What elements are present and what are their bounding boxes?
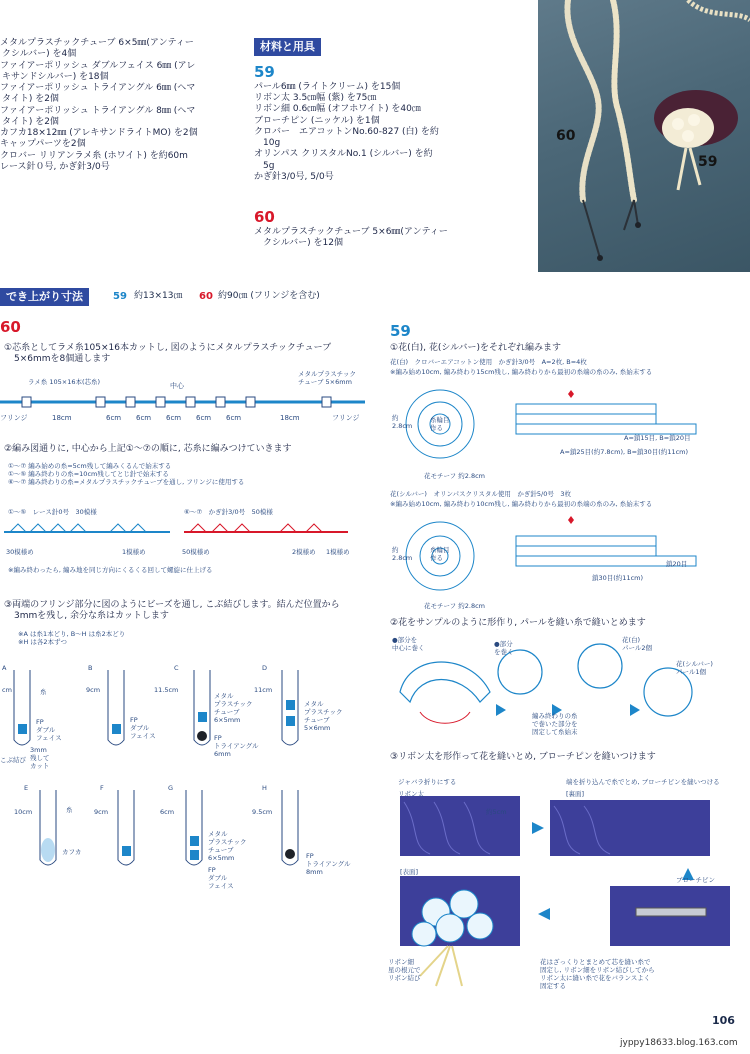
bead [18,724,27,734]
step1-text-b: 5×6mmを8個通します [14,354,111,365]
ribbon-label-f: ブローチピン [676,876,715,884]
list-line: ファイアーポリッシュ トライアングル 6㎜ (ヘマ [0,83,196,93]
list-line: クロバー エアコットンNo.60-827 (白) を約 [254,126,439,137]
fringe-letter-a: A [2,664,7,672]
fringe-label: 3mm 残して カット [30,746,50,771]
footer-url: jyppy18633.blog.163.com [620,1038,738,1048]
note-line: ⑥〜⑦ 編み終わりの糸=メタルプラスチックチューブを通し, フリンジに使用する [8,478,245,487]
fringe-letter-e: E [24,784,29,792]
segment-length: 6cm [196,414,212,422]
bead [190,836,199,846]
segment-length: 18cm [52,414,72,422]
list-line: レース針０号, かぎ針3/0号 [0,161,110,172]
step2-note2: ※編み終わったら, 編み地を同じ方向にくるくる回して螺旋に仕上げる [8,566,213,574]
tube-bead [96,397,105,407]
bead [41,838,55,862]
photo-label-60: 60 [556,128,576,144]
chart-b-foot-mid: 2模様め [292,548,316,556]
bead [112,724,121,734]
step1-text: ①芯糸としてラメ糸105×16本カットし, 図のようにメタルプラスチックチューブ [4,343,332,353]
shaping-label-c: 編み終わりの糸 で巻いた部分を 固定して糸始末 [532,712,578,737]
list-line: クシルバー) を12個 [254,238,343,248]
section-60-number: 60 [0,318,21,336]
list-line: ファイアーポリッシュ ダブルフェイス 6㎜ (アレ [0,60,196,71]
flower-b-center: 糸輪目 作る [430,546,450,563]
flower-a-legend: A=鎖15目, B=鎖20目 [624,434,691,442]
flower-a-note: ※編み始め10cm, 編み終わり15cm残し, 編み終わりから最初の糸端の糸のみ, 糸始末する [390,368,653,376]
right-step2: ②花をサンプルのように形作り, パールを縫い糸で縫いとめます [390,618,646,628]
bead [190,850,199,860]
chart-a-foot-right: 1模様め [122,548,146,556]
size-60-text: 約90㎝ (フリンジを含む) [218,291,320,301]
arrow-icon [538,908,550,920]
ribbon-label-c: 約5cm [486,808,507,816]
segment-length: 6cm [226,414,242,422]
tube-bead [246,397,255,407]
fringe-length: 9cm [86,686,101,694]
photo-label-59: 59 [698,154,718,170]
fringe-right-label: フリンジ [332,414,360,422]
ribbon-label-g: [表面] [400,868,419,876]
fringe-length: 9cm [94,808,109,816]
flower-a-motif: 花モチーフ 約2.8cm [424,472,485,480]
tube-label: メタルプラスチック チューブ 5×6mm [298,370,356,387]
bead [286,700,295,710]
segment-length: 6cm [106,414,122,422]
fringe-label: 糸 [40,688,47,696]
flower-a-center: 糸輪目 作る [430,416,450,433]
fringe-letter-c: C [174,664,179,672]
fringe-label: FP ダブル フェイス [36,718,62,743]
ribbon-label-b: リボン太 [398,790,424,798]
shaping-label-d: 花(白) パール2個 [622,636,653,653]
arrow-icon [496,704,506,716]
stitch-charts [0,518,370,548]
ribbon-label-h: リボン細 星の根元で リボン結び [388,958,421,983]
ribbon-label-i: 花はざっくりとまとめて芯を縫い糸で 固定し, リボン細をリボン結びしてから リボン太に縫い糸で花をバランスよく 固定する [540,958,655,991]
note-line: ※A は糸1本どり, B〜H は糸2本どり [18,630,126,638]
fringe-letter-g: G [168,784,174,792]
list-line: リボン細 0.6㎝幅 (オフホワイト) を40㎝ [254,104,421,115]
materials-header: 材料と用具 [254,38,321,56]
fringe-label: FP ダブル フェイス [208,866,234,891]
flower-b-foot: 鎖30目(約11cm) [592,574,644,582]
segment-length: 18cm [280,414,300,422]
flower-b-dim: 約 2.8cm [392,546,413,563]
right-step3: ③リボン太を形作って花を縫いとめ, ブローチピンを縫いつけます [390,752,656,762]
ribbon-shape [400,796,520,856]
chart-a-foot-left: 30模様め [6,548,34,556]
list-line: リボン太 3.5㎝幅 (紫) を75㎝ [254,93,377,103]
list-line: ファイアーポリッシュ トライアングル 8㎜ (ヘマ [0,105,196,116]
lame-thread-label: ラメ糸 105×16本(芯糸) [28,378,101,386]
materials-59 [254,63,529,183]
arrow-icon [532,822,544,834]
step3-text-b: 3mmを残し, 余分な糸はカットします [14,611,169,622]
bead [285,849,295,859]
product-photo [538,0,750,272]
arrow-icon [630,704,640,716]
tube-bead [126,397,135,407]
size-59-num: 59 [113,291,127,302]
shaping-label-b: ●部分 を巻く [494,640,514,657]
ribbon-shape [550,800,710,856]
tube-bead [156,397,165,407]
left-step3 [4,600,374,623]
page-number: 106 [712,1014,735,1027]
flower-a-text: 花(白) クロバーエアコットン使用 かぎ針3/0号 A=2枚, B=4枚 [390,358,587,366]
ribbon-label-d: 端を折り込んで糸でとめ, ブローチピンを縫いつける [566,778,720,786]
flower-b-motif: 花モチーフ 約2.8cm [424,602,485,610]
materials-60 [254,208,529,249]
list-line: クロバー リリアンラメ糸 (ホワイト) を約60m [0,150,188,161]
flower-a-foot: A=鎖25目(約7.8cm), B=鎖30目(約11cm) [560,448,689,456]
list-line: タイト) を2個 [2,94,59,105]
fringe-label: メタル プラスチック チューブ 5×6mm [304,700,343,733]
list-line: カフカ18×12㎜ (アレキサンドライトMO) を2個 [0,128,198,138]
fringe-label: FP トライアングル 6mm [214,734,259,759]
left-step1 [4,343,374,366]
fringe-label: こぶ結び [0,756,26,764]
size-59-text: 約13×13㎝ [134,291,183,301]
segment-length: 6cm [166,414,182,422]
fringe-letter-d: D [262,664,268,672]
list-line: タイト) を2個 [2,116,59,127]
flower-a-dim: 約 2.8cm [392,414,413,431]
note-line: ※H は各2本ずつ [18,638,68,647]
tube-bead [322,397,331,407]
chart-b-head: ⑥〜⑦ かぎ針3/0号 50模様 [184,508,273,516]
flower-b-note: ※編み始め10cm, 編み終わり10cm残し, 編み終わりから最初の糸端の糸のみ, 糸始末する [390,500,653,508]
left-step2: ②編み図通りに, 中心から上記①〜⑦の順に, 芯糸に編みつけていきます [4,444,292,454]
bead [122,846,131,856]
start-marker [568,390,574,398]
list-line: キャップパーツを2個 [0,139,86,150]
list-line: メタルプラスチックチューブ 6×5㎜(アンティー [0,38,194,48]
fringe-length: 6cm [160,808,175,816]
flower-b-legend: 鎖20目 [666,560,688,568]
chart-a-head: ①〜⑤ レース針0号 30模様 [8,508,97,516]
fringe-letter-h: H [262,784,267,792]
bead [197,731,207,741]
tube-bead [186,397,195,407]
list-line: ブローチピン (ニッケル) を1個 [254,115,380,126]
list-line: パール6㎜ (ライトクリーム) を15個 [254,81,401,92]
fringe-length: 10cm [14,808,33,816]
wrap-arrow [420,712,470,723]
step3-notes [18,630,125,646]
ribbon-label-e: [裏面] [566,790,585,798]
list-line: キサンドシルバー) を18個 [2,71,109,82]
brooch-pin [636,908,706,916]
model-number-60: 60 [254,208,275,226]
size-60-num: 60 [199,291,213,302]
tube-bead [216,397,225,407]
step3-text: ③両端のフリンジ部分に図のようにビーズを通し, こぶ結びします。結んだ位置から [4,600,340,610]
list-line: かぎ針3/0号, 5/0号 [254,171,334,182]
chart-b-foot-left: 50模様め [182,548,210,556]
fringe-label: メタル プラスチック チューブ 6×5mm [214,692,253,725]
fringe-length: 9.5cm [252,808,273,816]
fringe-label: カフカ [62,848,82,856]
fringe-length: cm [2,686,12,694]
finished-size-bar [0,288,540,304]
section-59-number: 59 [390,322,411,340]
center-label: 中心 [170,382,184,390]
segment-length: 6cm [136,414,152,422]
fringe-label: 糸 [66,806,73,814]
fringe-left-label: フリンジ [0,414,28,422]
right-step1: ①花(白), 花(シルバー)をそれぞれ編みます [390,343,561,353]
fringe-letter-f: F [100,784,104,792]
list-line: クシルバー) を4個 [2,49,77,60]
bead [286,716,295,726]
list-line: 5g [254,160,275,171]
tube-bead [22,397,31,407]
shaping-label-e: 花(シルバー) パール1個 [676,660,713,677]
note-line: ①〜⑤ 編み終わりの糸=10cm残してとじ針で始末する [8,470,169,479]
ribbon-label-a: ジャバラ折りにする [398,778,457,786]
list-line: メタルプラスチックチューブ 5×6㎜(アンティー [254,226,448,237]
fringe-length: 11.5cm [154,686,179,694]
fringe-label: FP ダブル フェイス [130,716,156,741]
bead [198,712,207,722]
fringe-length: 11cm [254,686,273,694]
list-line: オリンパス クリスタルNo.1 (シルバー) を約 [254,149,433,160]
shaping-label-a: ●部分を 中心に巻く [392,636,425,653]
chart-b-foot-right: 1模様め [326,548,350,556]
finished-size-title: でき上がり寸法 [0,288,89,306]
model-number-59: 59 [254,63,275,81]
list-line: 10g [254,138,281,148]
top-left-material-list [0,38,250,173]
fringe-label: メタル プラスチック チューブ 6×5mm [208,830,247,863]
note-line: ①〜⑦ 編み始めの糸=5cm残して編みくるんで始末する [8,462,172,470]
step2-notes [8,462,244,486]
fringe-label: FP トライアングル 8mm [306,852,351,877]
flower-b-text: 花(シルバー) オリンパスクリスタル使用 かぎ針5/0号 3枚 [390,490,571,498]
fringe-letter-b: B [88,664,93,672]
start-marker [568,516,574,524]
